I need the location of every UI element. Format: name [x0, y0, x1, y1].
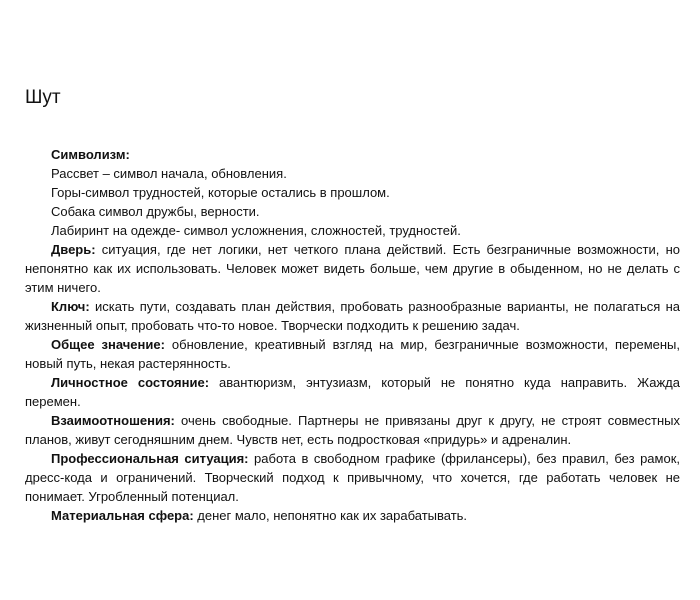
section-professional	[25, 449, 680, 506]
section-key	[25, 297, 680, 335]
section-text: обновление, креативный взгляд на мир, безграничные возможности, перемены, новый путь, некая растерянность.	[25, 337, 680, 371]
section-general-meaning	[25, 335, 680, 373]
symbolism-item: Лабиринт на одежде- символ усложнения, сложностей, трудностей.	[51, 223, 461, 238]
section-label: Профессиональная ситуация:	[51, 451, 249, 466]
section-text: искать пути, создавать план действия, пробовать разнообразные варианты, не полагаться на жизненный опыт, пробовать что-то новое. Творчески подходить к решению задач.	[25, 299, 680, 333]
section-label: Дверь:	[51, 242, 96, 257]
section-personal-state	[25, 373, 680, 411]
section-relationships	[25, 411, 680, 449]
page-title: Шут	[25, 87, 61, 108]
symbolism-heading	[25, 145, 680, 164]
section-material	[25, 506, 680, 525]
section-text: денег мало, непонятно как их зарабатывать.	[193, 508, 468, 523]
section-text: очень свободные. Партнеры не привязаны друг к другу, не строят совместных планов, живут сегодняшним днем. Чувств нет, есть подростковая «придурь» и адреналин.	[25, 413, 680, 447]
symbolism-item: Горы-символ трудностей, которые остались в прошлом.	[51, 185, 390, 200]
section-label: Взаимоотношения:	[51, 413, 175, 428]
section-label: Материальная сфера:	[51, 508, 194, 523]
document-body	[25, 145, 680, 525]
section-door	[25, 240, 680, 297]
symbolism-heading-label: Символизм:	[51, 147, 130, 162]
symbolism-item: Собака символ дружбы, верности.	[51, 204, 260, 219]
section-label: Личностное состояние:	[51, 375, 210, 390]
section-label: Общее значение:	[51, 337, 165, 352]
section-text: работа в свободном графике (фрилансеры), без правил, без рамок, дресс-кода и ограничений. Творческий подход к привычному, что хочется, где работать человек не понимает. Угробленный потенциал.	[25, 451, 681, 504]
section-text: ситуация, где нет логики, нет четкого плана действий. Есть безграничные возможности, но непонятно как их использовать. Человек может видеть больше, чем другие в обыденном, но не делать с этим ничего.	[25, 242, 680, 295]
symbolism-item: Рассвет – символ начала, обновления.	[51, 166, 287, 181]
section-label: Ключ:	[51, 299, 90, 314]
section-text: авантюризм, энтузиазм, который не понятно куда направить. Жажда перемен.	[25, 375, 680, 409]
